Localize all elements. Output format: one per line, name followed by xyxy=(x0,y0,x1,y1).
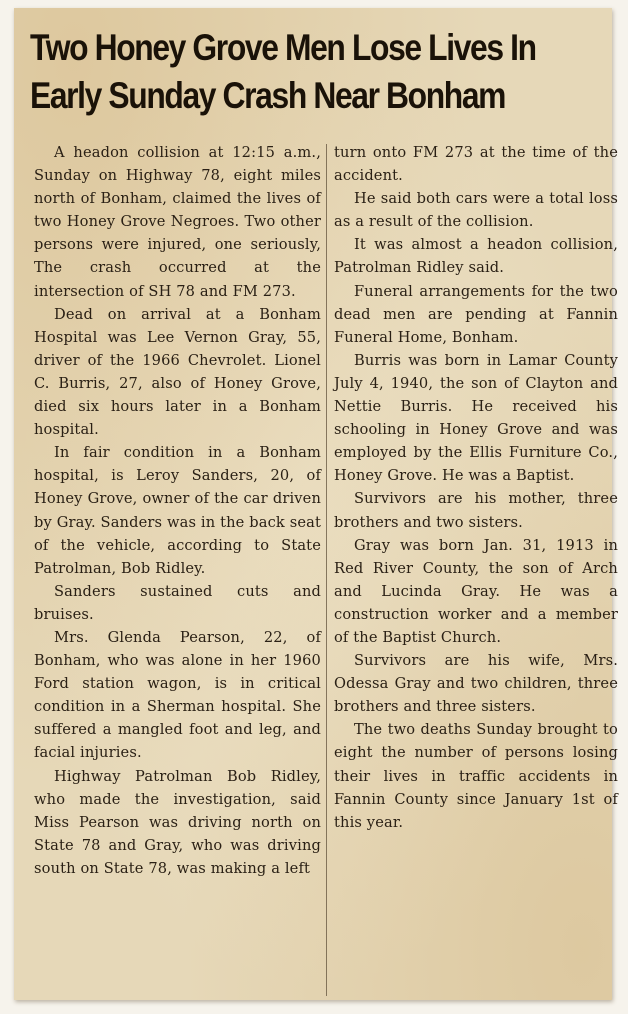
paragraph: Mrs. Glenda Pearson, 22, of Bonham, who was alone in her 1960 Ford station wagon, is in critical condition in a Sherman hospital. She suffered a mangled foot and leg, and facial injuries. xyxy=(34,628,321,762)
paragraph: He said both cars were a total loss as a result of the collision. xyxy=(334,190,618,231)
paragraph: Sanders sustained cuts and bruises. xyxy=(34,582,321,623)
paragraph: Survivors are his mother, three brothers and two sisters. xyxy=(334,490,618,531)
paragraph: In fair condition in a Bonham hospital, is Leroy Sanders, 20, of Honey Grove, owner of the car driven by Gray. Sanders was in the back seat of the vehicle, according to State Patrolman, Bob Ridley. xyxy=(34,444,321,577)
paragraph: Highway Patrolman Bob Ridley, who made the investigation, said Miss Pearson was driving north on State 78 and Gray, who was driving south on State 78, was making a left xyxy=(34,767,321,877)
paragraph: Dead on arrival at a Bonham Hospital was Lee Vernon Gray, 55, driver of the 1966 Chevrolet. Lionel C. Burris, 27, also of Honey Grove, died six hours later in a Bonham hospital. xyxy=(34,305,321,439)
paragraph: A headon collision at 12:15 a.m., Sunday on Highway 78, eight miles north of Bonham, claimed the lives of two Honey Grove Negroes. Two other persons were injured, one seriously, The crash occurred at the intersection of SH 78 and FM 273. xyxy=(34,144,321,300)
article-column-left xyxy=(34,141,321,880)
headline-line-1: Two Honey Grove Men Lose Lives In xyxy=(30,27,536,68)
headline-line-2: Early Sunday Crash Near Bonham xyxy=(30,75,506,116)
newspaper-clipping xyxy=(14,8,618,1000)
article-column-right xyxy=(334,141,618,834)
column-divider xyxy=(326,144,327,996)
paragraph: Survivors are his wife, Mrs. Odessa Gray and two children, three brothers and three sisters. xyxy=(334,652,618,716)
paragraph: Burris was born in Lamar County July 4, 1940, the son of Clayton and Nettie Burris. He received his schooling in Honey Grove and was employed by the Ellis Furniture Co., Honey Grove. He was a Baptist. xyxy=(334,351,618,485)
paragraph: Funeral arrangements for the two dead men are pending at Fannin Funeral Home, Bonham. xyxy=(334,282,618,346)
paragraph: Gray was born Jan. 31, 1913 in Red River County, the son of Arch and Lucinda Gray. He was a construction worker and a member of the Baptist Church. xyxy=(334,536,618,646)
headline xyxy=(30,24,536,120)
paragraph: The two deaths Sunday brought to eight the number of persons losing their lives in traffic accidents in Fannin County since January 1st of this year. xyxy=(334,721,618,831)
paragraph-continued: turn onto FM 273 at the time of the accident. xyxy=(334,144,618,185)
paragraph: It was almost a headon collision, Patrolman Ridley said. xyxy=(334,236,618,277)
